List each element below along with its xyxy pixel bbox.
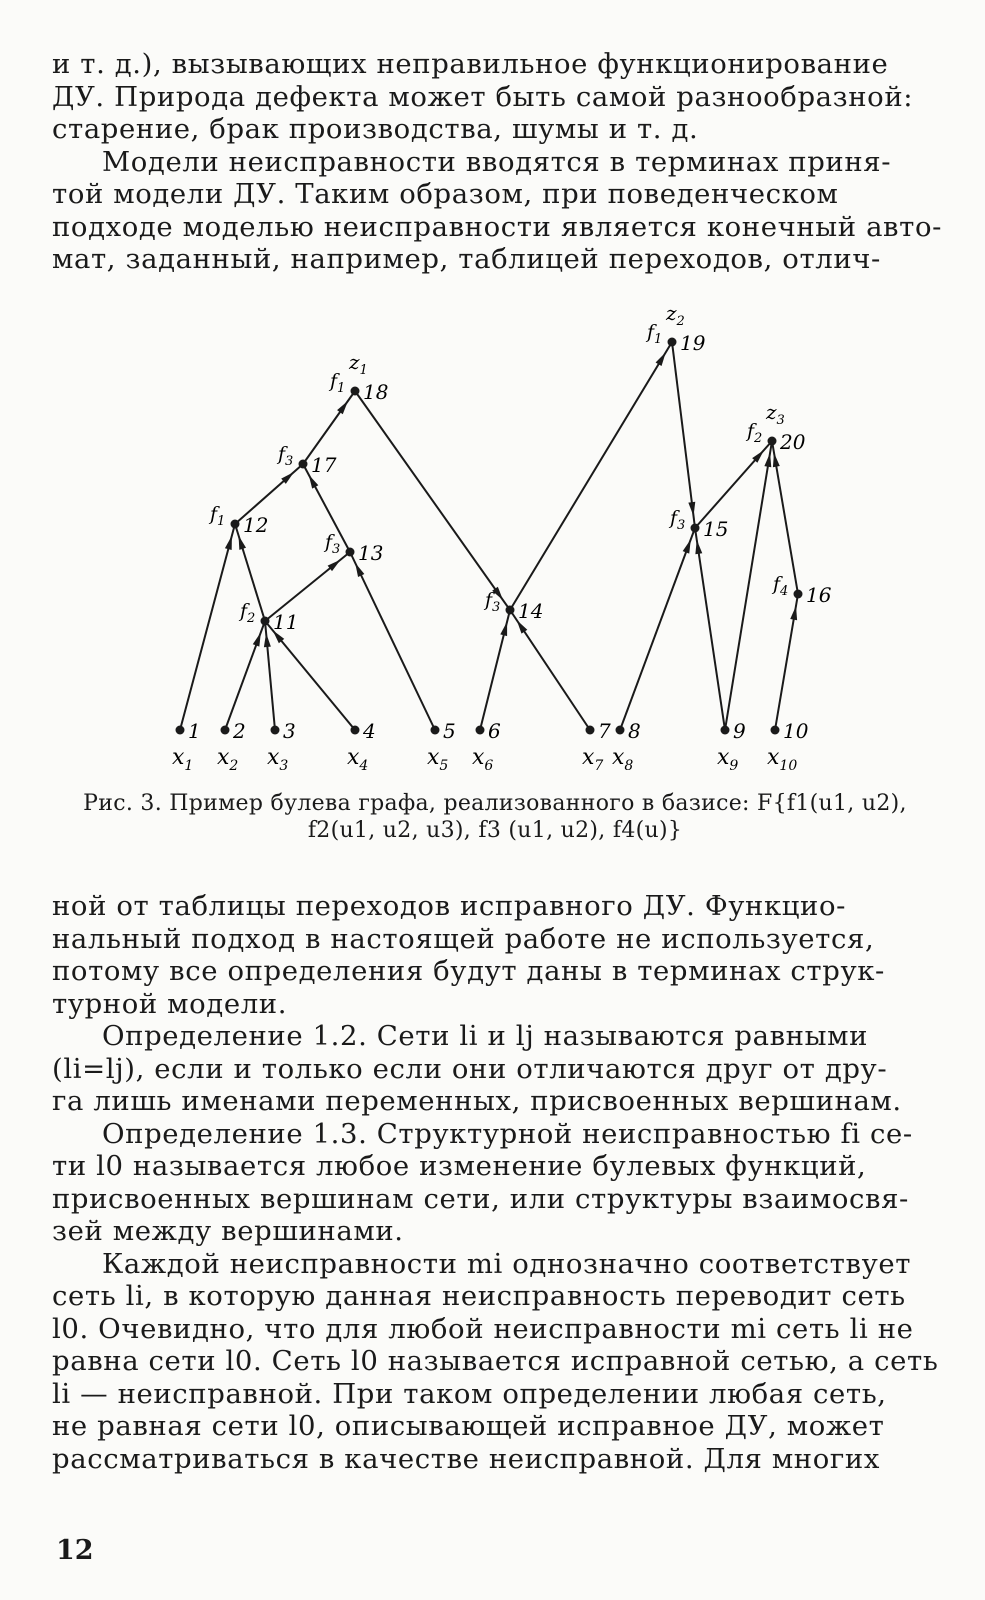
node-id-label: 2 [233,719,246,743]
input-variable-label: $x_2$ [217,745,239,774]
graph-node [586,726,595,735]
text-line: ти l0 называется любое изменение булевых функций, [52,1150,867,1182]
input-variable-label: $x_6$ [472,745,494,774]
node-output-label: $z_1$ [349,350,368,378]
node-id-label: 15 [703,517,729,541]
boolean-graph-figure [0,298,985,778]
graph-edge [695,528,725,730]
graph-edge [510,342,672,610]
text-line: Определение 1.3. Структурной неисправностью fi се- [102,1117,913,1150]
input-variable-label: $x_4$ [347,745,369,774]
graph-edge [355,391,510,610]
node-function-label: $f_3$ [670,507,686,533]
node-id-label: 13 [358,541,384,565]
graph-edge [350,552,435,730]
node-function-label: $f_3$ [325,531,341,557]
edge-arrow [264,633,271,647]
bottom-text [52,890,939,1475]
node-id-label: 12 [243,513,269,537]
paragraph-2 [52,145,943,276]
text-line: га лишь именами переменных, присвоенных вершинам. [52,1085,902,1117]
node-function-label: $f_1$ [330,370,346,396]
input-variable-label: $x_1$ [172,745,194,774]
edge-arrow [764,453,771,467]
node-function-label: $f_1$ [647,321,663,347]
paragraph-1 [52,48,927,146]
node-output-label: $z_3$ [766,400,785,428]
caption-line-1: Рис. 3. Пример булева графа, реализованного в базисе: F{f1(u1, u2), [83,791,907,816]
text-line: сеть li, в которую данная неисправность переводит сеть [52,1280,906,1312]
text-line: нальный подход в настоящей работе не используется, [52,922,875,955]
graph-node [176,726,185,735]
text-line: турной модели. [52,987,288,1020]
graph-node [351,726,360,735]
node-id-label: 3 [283,719,296,743]
node-id-label: 7 [598,719,611,743]
graph-node [221,726,230,735]
node-id-label: 11 [273,610,299,634]
graph-node [299,460,308,469]
graph-edge [725,441,772,730]
graph-node [261,617,270,626]
definition-1-2 [52,1020,927,1118]
node-function-label: $f_2$ [240,600,256,626]
graph-edge [620,528,695,730]
graph-node [431,726,440,735]
graph-node [346,548,355,557]
graph-edge [180,524,235,730]
text-line: той модели ДУ. Таким образом, при поведенческом [52,178,839,210]
input-variable-label: $x_{10}$ [767,745,798,774]
paragraph-faults [52,1247,939,1476]
edge-arrow [253,632,261,646]
text-line: старение, брак производства, шумы и т. д. [52,113,699,145]
edge-arrow [225,536,232,550]
graph-node [351,387,360,396]
input-variable-label: $x_8$ [612,745,634,774]
graph-node [616,726,625,735]
text-line: ДУ. Природа дефекта может быть самой разнообразной: [52,80,914,113]
node-id-label: 18 [363,380,389,404]
definition-1-3 [52,1118,927,1248]
text-line: рассматриваться в качестве неисправной. Для многих [52,1442,880,1475]
text-line: не равная сети l0, описывающей исправное ДУ, может [52,1410,885,1442]
text-line: li — неисправной. При таком определении любая сеть, [52,1377,887,1410]
node-id-label: 14 [518,599,544,623]
node-id-label: 10 [783,719,809,743]
node-id-label: 4 [363,719,376,743]
input-variable-label: $x_7$ [582,745,604,774]
text-line: и т. д.), вызывающих неправильное функционирование [52,48,889,80]
edge-arrow [656,352,666,366]
text-line: потому все определения будут даны в терминах струк- [52,955,885,987]
text-line: ной от таблицы переходов исправного ДУ. Функцио- [52,890,847,922]
top-text [52,48,943,276]
graph-node [271,726,280,735]
node-output-label: $z_2$ [666,301,685,329]
text-line: l0. Очевидно, что для любой неисправности mi сеть li не [52,1312,914,1345]
paragraph-3 [52,890,927,1020]
page-number: 12 [56,1535,94,1566]
node-function-label: $f_3$ [485,589,501,615]
node-id-label: 19 [680,331,706,355]
graph-node [771,726,780,735]
input-variable-label: $x_3$ [267,745,289,774]
caption-line-2: f2(u1, u2, u3), f3 (u1, u2), f4(u)} [307,818,683,843]
node-function-label: $f_2$ [747,420,763,446]
node-id-label: 1 [188,719,201,743]
text-line: зей между вершинами. [52,1215,404,1247]
text-line: присвоенных вершинам сети, или структуры взаимосвя- [52,1182,909,1215]
graph-node [231,520,240,529]
node-function-label: $f_3$ [278,443,294,469]
node-id-label: 6 [488,719,501,743]
graph-edge [672,342,695,528]
graph-node [691,524,700,533]
edge-arrow [683,539,691,553]
text-line: подходе моделью неисправности является конечный авто- [52,210,943,243]
node-id-label: 17 [311,453,337,477]
graph-node [668,338,677,347]
text-line: Определение 1.2. Сети li и lj называются равными [102,1020,869,1052]
text-line: мат, заданный, например, таблицей переходов, отлич- [52,243,881,275]
node-function-label: $f_4$ [773,573,789,599]
input-variable-label: $x_5$ [427,745,449,774]
node-id-label: 20 [780,430,806,454]
edge-arrow [773,453,780,467]
graph-node [506,606,515,615]
graph-node [476,726,485,735]
node-id-label: 9 [733,719,746,743]
node-id-label: 8 [628,719,641,743]
node-id-label: 16 [806,583,832,607]
node-id-label: 5 [443,719,456,743]
input-variable-label: $x_9$ [717,745,739,774]
text-line: равна сети l0. Сеть l0 называется исправной сетью, а сеть [52,1345,939,1377]
graph-node [794,590,803,599]
text-line: (li=lj), если и только если они отличаются друг от дру- [52,1052,888,1085]
node-function-label: $f_1$ [210,503,226,529]
edge-arrow [500,622,507,636]
graph-node [768,437,777,446]
edge-arrow [790,606,797,620]
figure-caption [60,790,930,844]
edge-arrow [239,535,246,549]
text-line: Каждой неисправности mi однозначно соответствует [102,1247,912,1280]
text-line: Модели неисправности вводятся в терминах приня- [102,145,892,178]
graph-node [721,726,730,735]
graph-nodes [172,301,832,774]
